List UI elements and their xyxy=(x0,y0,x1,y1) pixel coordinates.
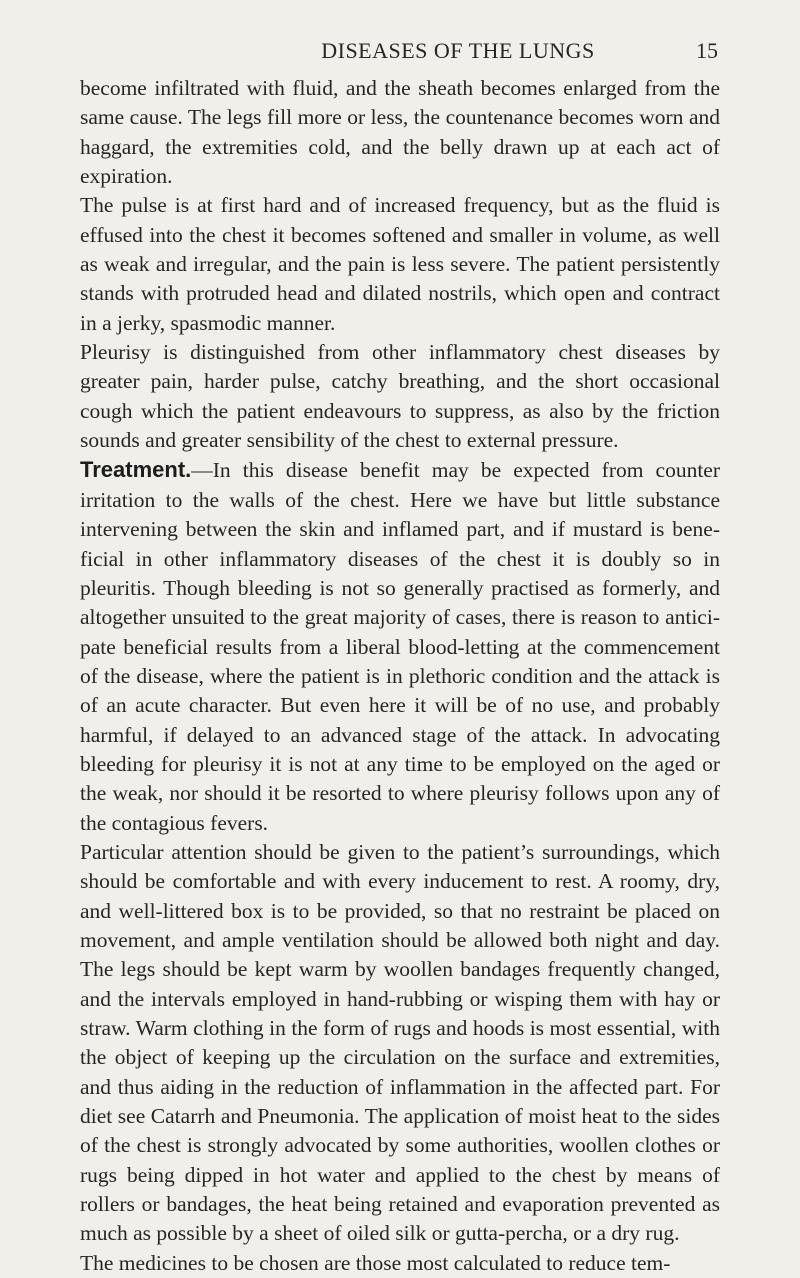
running-head xyxy=(108,38,718,68)
treatment-text: —In this disease benefit may be expected from counter irritation to the walls of the chest. Here we have but little substance intervening between the skin and inflamed part, and if mustard is beneficial in other inflammatory diseases of the chest it is doubly so in pleuritis. Though bleeding is not so generally practised as formerly, and altogether unsuited to the great majority of cases, there is reason to anticipate beneficial results from a liberal blood-letting at the commencement of the disease, where the patient is in plethoric condition and the attack is of an acute character. But even here it will be of no use, and probably harmful, if delayed to an advanced stage of the attack. In advocating bleeding for pleurisy it is not at any time to be employed on the aged or the weak, nor should it be resorted to where pleurisy follows upon any of the contagious fevers. xyxy=(80,458,720,835)
paragraph-care: Particular attention should be given to the patient’s surroundings, which should be comfortable and with every inducement to rest. A roomy, dry, and well-littered box is to be provided, so that no restraint be placed on movement, and ample ventilation should be allowed both night and day. The legs should be kept warm by woollen bandages frequently changed, and the intervals employed in hand-rubbing or wisping them with hay or straw. Warm clothing in the form of rugs and hoods is most essential, with the object of keeping up the circulation on the surface and extremities, and thus aiding in the reduction of inflammation in the affected part. For diet see Catarrh and Pneumonia. The application of moist heat to the sides of the chest is strongly advocated by some authorities, woollen clothes or rugs being dipped in hot water and applied to the chest by means of rollers or bandages, the heat being retained and evaporation prevented as much as possible by a sheet of oiled silk or gutta-percha, or a dry rug. xyxy=(80,839,720,1246)
page-title: DISEASES OF THE LUNGS xyxy=(321,38,595,63)
paragraph-continuation: become infiltrated with fluid, and the sheath becomes enlarged from the same cause. The legs fill more or less, the countenance becomes worn and haggard, the extremities cold, and the belly drawn up at each act of expiration. xyxy=(80,76,720,189)
body-text xyxy=(80,74,720,1278)
paragraph-diagnosis: Pleurisy is distinguished from other inflammatory chest diseases by greater pain, harder pulse, catchy breathing, and the short occasional cough which the patient endeavours to suppress, as also by the friction sounds and greater sensibility of the chest to external pressure. xyxy=(80,340,720,453)
page-number: 15 xyxy=(696,38,718,63)
paragraph-pulse: The pulse is at first hard and of increased frequency, but as the fluid is effused into the chest it becomes softened and smaller in volume, as well as weak and irregular, and the pain is less severe. The patient persistently stands with protruded head and dilated nostrils, which open and contract in a jerky, spasmodic manner. xyxy=(80,193,720,335)
paragraph-treatment xyxy=(80,455,720,837)
paragraph-medicines: The medicines to be chosen are those most calculated to reduce tem- xyxy=(80,1250,671,1275)
treatment-heading: Treatment. xyxy=(80,457,192,483)
